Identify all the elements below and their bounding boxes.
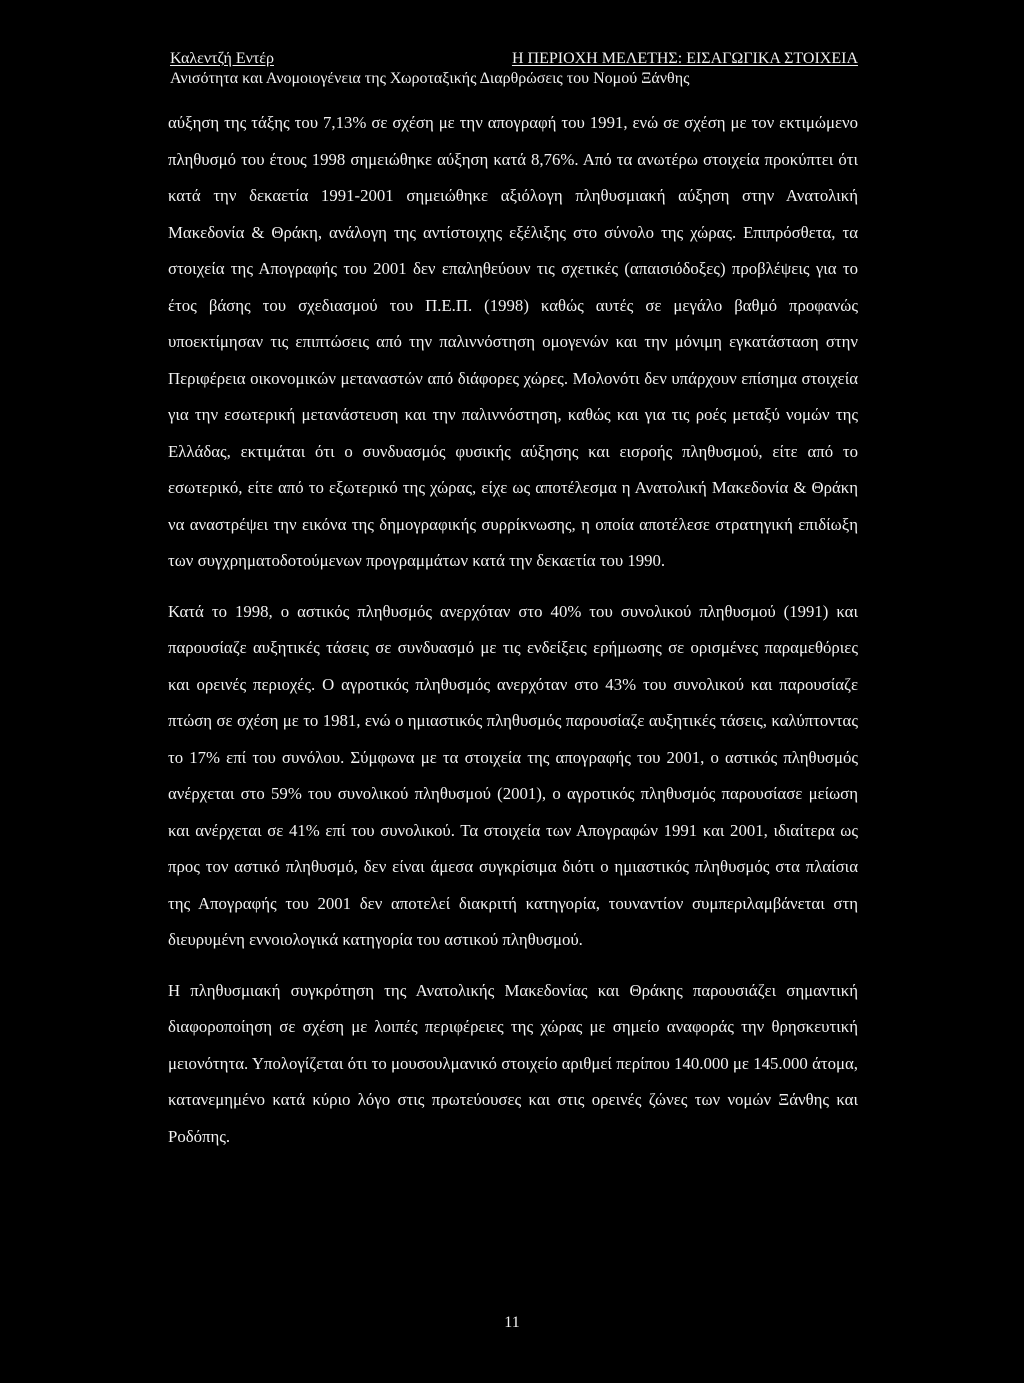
document-body xyxy=(168,105,858,1155)
header-subtitle: Ανισότητα και Ανομοιογένεια της Χωροταξικής Διαρθρώσεις του Νομού Ξάνθης xyxy=(170,70,690,87)
paragraph-religious-minority: Η πληθυσμιακή συγκρότηση της Ανατολικής Μακεδονίας και Θράκης παρουσιάζει σημαντική διαφοροποίηση σε σχέση με λοιπές περιφέρειες της χώρας με σημείο αναφοράς την θρησκευτική μειονότητα. Υπολογίζεται ότι το μουσουλμανικό στοιχείο αριθμεί περίπου 140.000 με 145.000 άτομα, κατανεμημένο κατά κύριο λόγο στις πρωτεύουσες και στις ορεινές ζώνες των νομών Ξάνθης και Ροδόπης. xyxy=(168,980,858,1146)
header-row xyxy=(170,49,858,69)
paragraph-population-growth: αύξηση της τάξης του 7,13% σε σχέση με την απογραφή του 1991, ενώ σε σχέση με τον εκτιμώμενο πληθυσμό του έτους 1998 σημειώθηκε αύξηση κατά 8,76%. Από τα ανωτέρω στοιχεία προκύπτει ότι κατά την δεκαετία 1991-2001 σημειώθηκε αξιόλογη πληθυσμιακή αύξηση στην Ανατολική Μακεδονία & Θράκη, ανάλογη της αντίστοιχης εξέλιξης στο σύνολο της χώρας. Επιπρόσθετα, τα στοιχεία της Απογραφής του 2001 δεν επαληθεύουν τις σχετικές (απαισιόδοξες) προβλέψεις για το έτος βάσης του σχεδιασμού του Π.Ε.Π. (1998) καθώς αυτές σε μεγάλο βαθμό προφανώς υποεκτίμησαν τις επιπτώσεις από την παλιννόστηση ομογενών και την μόνιμη εγκατάσταση στην Περιφέρεια οικονομικών μεταναστών από διάφορες χώρες. Μολονότι δεν υπάρχουν επίσημα στοιχεία για την εσωτερική μετανάστευση και την παλιννόστηση, καθώς και για τις ροές μεταξύ νομών της Ελλάδας, εκτιμάται ότι ο συνδυασμός φυσικής αύξησης και εισροής πληθυσμού, είτε από το εσωτερικό, είτε από το εξωτερικό της χώρας, είχε ως αποτέλεσμα η Ανατολική Μακεδονία & Θράκη να αναστρέψει την εικόνα της δημογραφικής συρρίκνωσης, η οποία αποτέλεσε στρατηγική επιδίωξη των συγχρηματοδοτούμενων προγραμμάτων κατά την δεκαετία του 1990. xyxy=(168,113,858,570)
paragraph-urban-population: Κατά το 1998, ο αστικός πληθυσμός ανερχόταν στο 40% του συνολικού πληθυσμού (1991) και παρουσίαζε αυξητικές τάσεις σε συνδυασμό με τις ενδείξεις ερήμωσης σε ορισμένες παραμεθόριες και ορεινές περιοχές. Ο αγροτικός πληθυσμός ανερχόταν στο 43% του συνολικού και παρουσίαζε πτώση σε σχέση με το 1981, ενώ ο ημιαστικός πληθυσμός παρουσίαζε αυξητικές τάσεις, καλύπτοντας το 17% επί του συνόλου. Σύμφωνα με τα στοιχεία της απογραφής του 2001, ο αστικός πληθυσμός ανέρχεται στο 59% του συνολικού πληθυσμού (2001), ο αγροτικός πληθυσμός παρουσίασε μείωση και ανέρχεται σε 41% επί του συνολικού. Τα στοιχεία των Απογραφών 1991 και 2001, ιδιαίτερα ως προς τον αστικό πληθυσμό, δεν είναι άμεσα συγκρίσιμα διότι ο ημιαστικός πληθυσμός στα πλαίσια της Απογραφής του 2001 δεν αποτελεί διακριτή κατηγορία, τουναντίον συμπεριλαμβάνεται στη διευρυμένη εννοιολογικά κατηγορία του αστικού πληθυσμού. xyxy=(168,601,858,949)
page-number: 11 xyxy=(504,1314,520,1331)
header-author: Καλεντζή Εντέρ xyxy=(170,50,274,67)
page-header xyxy=(170,49,858,89)
header-section-title: Η ΠΕΡΙΟΧΗ ΜΕΛΕΤΗΣ: ΕΙΣΑΓΩΓΙΚΑ ΣΤΟΙΧΕΙΑ xyxy=(511,50,858,67)
